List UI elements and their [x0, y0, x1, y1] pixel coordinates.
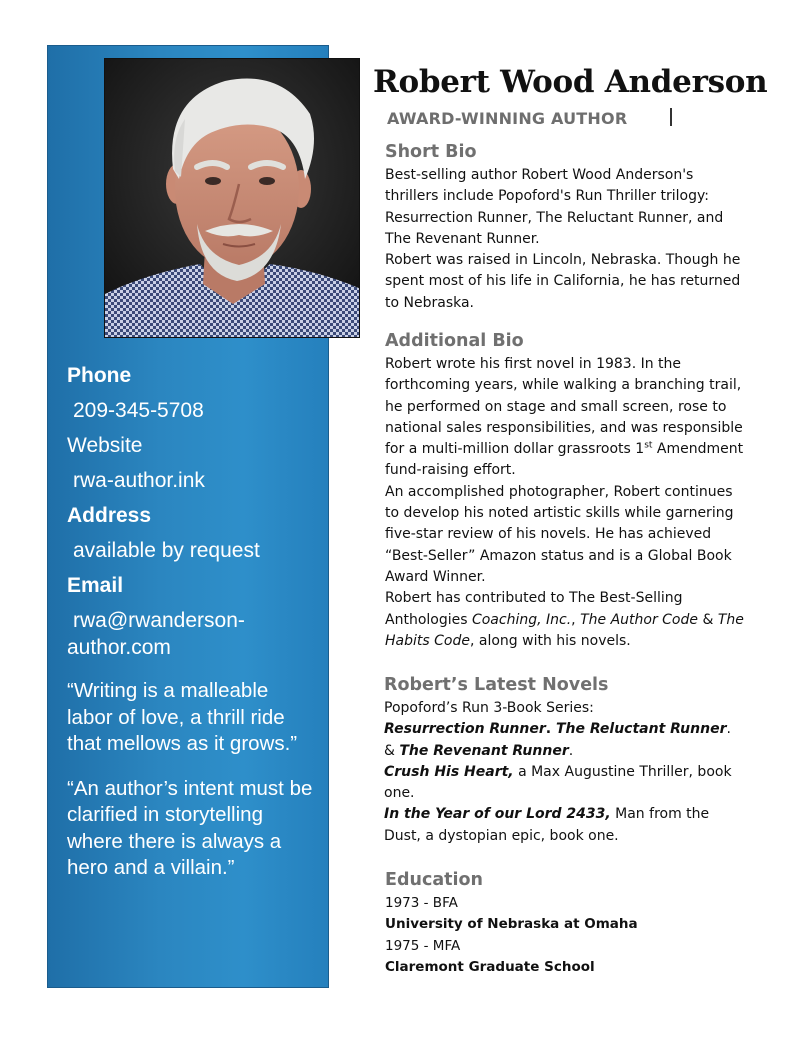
additional-bio-para-1-end: Amendment fund-raising effort.	[385, 441, 744, 479]
website-value: rwa-author.ink	[73, 469, 205, 492]
anthology-title-1: Coaching, Inc.	[471, 611, 572, 628]
series-line: Popoford’s Run 3-Book Series:	[384, 700, 594, 716]
phone-value: 209-345-5708	[73, 399, 204, 422]
email-value-line1: rwa@rwanderson-	[73, 609, 245, 632]
anthology-sep-2: &	[698, 611, 718, 628]
email-label: Email	[67, 574, 124, 597]
quote-2: “An author’s intent must be clarified in storytelling where there is always a hero and a villain.”	[67, 776, 313, 879]
author-portrait-image	[105, 59, 360, 338]
email-value	[67, 607, 317, 661]
short-bio-section	[385, 142, 745, 314]
series-titles-line-2	[384, 741, 744, 762]
book-amp: &	[384, 742, 400, 759]
book-title-2: The Reluctant Runner	[555, 721, 727, 738]
book-sep-2: .	[726, 721, 731, 738]
series-titles-line	[384, 719, 744, 740]
book-4-line	[384, 762, 744, 805]
book-sep-3: .	[568, 742, 574, 759]
ordinal-superscript: st	[644, 440, 653, 451]
book-5-line	[384, 804, 744, 847]
additional-bio-para-1-text: Robert wrote his first novel in 1983. In the forthcoming years, while walking a branching trail, he performed on stage and small screen, rose to national sales responsibilities, and was responsible for a multi-million dollar grassroots 1	[385, 356, 743, 458]
anthology-sep-1: ,	[571, 611, 581, 628]
author-quotes	[67, 678, 317, 900]
address-value: available by request	[73, 539, 260, 562]
quote-1: “Writing is a malleable labor of love, a thrill ride that mellows as it grows.”	[67, 679, 298, 755]
novels-heading: Robert’s Latest Novels	[384, 675, 609, 695]
anthologies-intro: Robert has contributed to The Best-Selling Anthologies	[385, 590, 683, 628]
book-title-3: The Revenant Runner	[399, 742, 569, 759]
short-bio-para-1: Best-selling author Robert Wood Anderson's thrillers include Popoford's Run Thriller trilogy: Resurrection Runner, The Reluctant Runner, and The Revenant Runner.	[385, 167, 724, 247]
book-title-4: Crush His Heart,	[384, 763, 514, 780]
anthologies-outro: , along with his novels.	[469, 632, 631, 649]
anthology-title-3: The Habits Code	[385, 611, 744, 649]
author-photo	[104, 58, 360, 338]
author-tagline: AWARD-WINNING AUTHOR	[387, 109, 628, 128]
address-label: Address	[67, 504, 152, 527]
short-bio-heading: Short Bio	[385, 142, 477, 162]
email-value-line2: author.com	[67, 636, 171, 659]
school-1: University of Nebraska at Omaha	[385, 916, 638, 933]
degree-1: 1973 - BFA	[385, 895, 458, 911]
anthology-title-2: The Author Code	[580, 611, 698, 628]
contact-info	[67, 358, 317, 661]
text-cursor	[670, 108, 672, 126]
novels-section	[384, 675, 744, 847]
additional-bio-para-2: An accomplished photographer, Robert continues to develop his noted artistic skills while garnering five-star review of his novels. He has achieved “Best-Seller” Amazon status and is a Global Book Award Winner.	[385, 483, 734, 585]
short-bio-para-2: Robert was raised in Lincoln, Nebraska. Though he spent most of his life in California, he has returned to Nebraska.	[385, 252, 741, 311]
additional-bio-heading: Additional Bio	[385, 331, 524, 351]
book-5-desc: Man from the Dust, a dystopian epic, book one.	[384, 806, 710, 844]
book-title-5: In the Year of our Lord 2433,	[384, 806, 611, 823]
book-sep-1: .	[545, 721, 556, 738]
school-2: Claremont Graduate School	[385, 958, 595, 975]
additional-bio-para-3	[385, 588, 745, 652]
additional-bio-para-1	[385, 354, 745, 482]
education-section	[385, 870, 745, 978]
book-title-1: Resurrection Runner	[384, 721, 546, 738]
book-4-desc: a Max Augustine Thriller, book one.	[384, 763, 732, 802]
education-heading: Education	[385, 870, 483, 890]
website-label: Website	[67, 434, 143, 457]
degree-2: 1975 - MFA	[385, 937, 461, 954]
author-name: Robert Wood Anderson	[373, 64, 768, 100]
additional-bio-section	[385, 331, 745, 652]
phone-label: Phone	[67, 364, 132, 387]
